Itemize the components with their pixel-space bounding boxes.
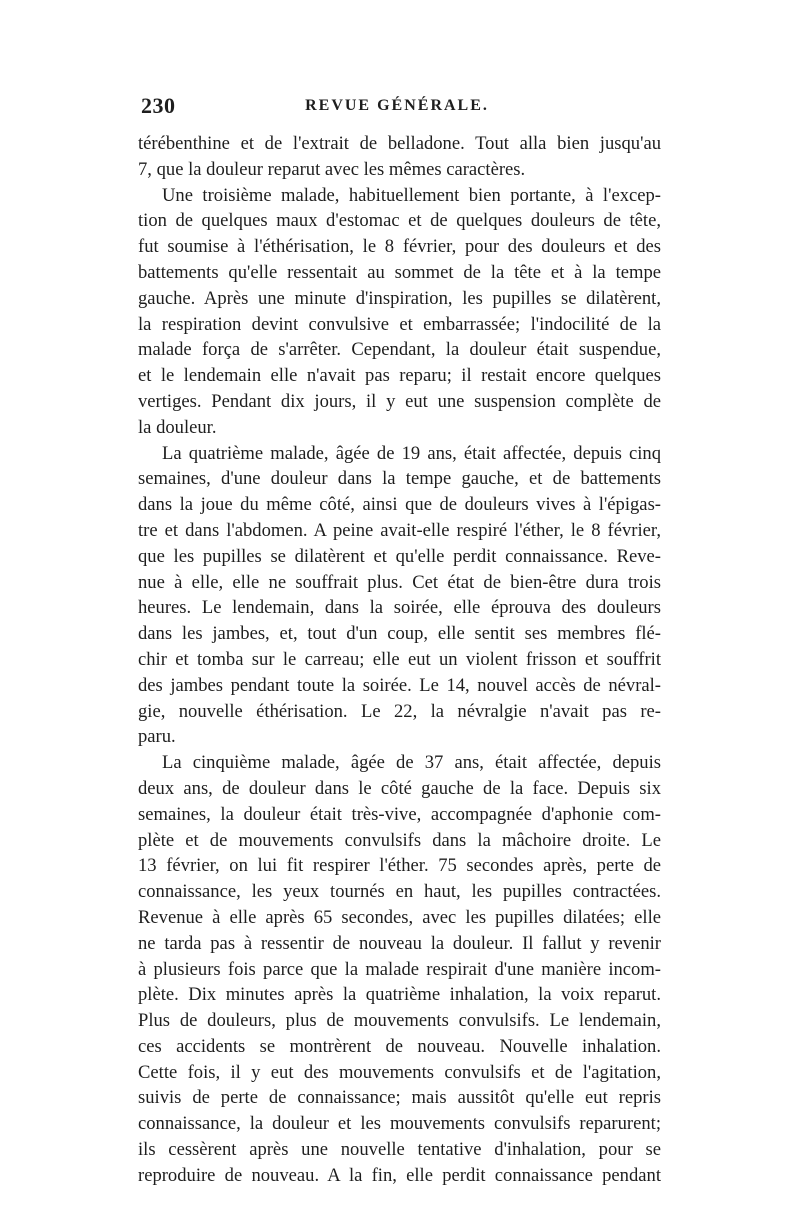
text-line: reproduire de nouveau. A la fin, elle perdit connaissance pendant <box>138 1164 661 1186</box>
text-line: chir et tomba sur le carreau; elle eut un violent frisson et souffrit <box>138 648 661 670</box>
text-line: paru. <box>138 726 176 748</box>
text-line: ces accidents se montrèrent de nouveau. Nouvelle inhalation. <box>138 1035 661 1057</box>
text-line: semaines, d'une douleur dans la tempe gauche, et de battements <box>138 468 661 490</box>
running-title: REVUE GÉNÉRALE. <box>305 97 489 114</box>
text-line: connaissance, la douleur et les mouvements convulsifs reparurent; <box>138 1113 661 1135</box>
text-line: deux ans, de douleur dans le côté gauche de la face. Depuis six <box>138 777 661 799</box>
text-line: et le lendemain elle n'avait pas reparu; il restait encore quelques <box>138 365 661 387</box>
text-line: 7, que la douleur reparut avec les mêmes caractères. <box>138 158 526 180</box>
text-line: ne tarda pas à ressentir de nouveau la douleur. Il fallut y revenir <box>138 932 661 954</box>
text-line: La quatrième malade, âgée de 19 ans, était affectée, depuis cinq <box>162 442 661 464</box>
text-line: gie, nouvelle éthérisation. Le 22, la névralgie n'avait pas re- <box>138 700 661 722</box>
text-line: Une troisième malade, habituellement bien portante, à l'excep- <box>162 184 661 206</box>
text-line: la respiration devint convulsive et embarrassée; l'indocilité de la <box>138 313 661 335</box>
text-line: que les pupilles se dilatèrent et qu'elle perdit connaissance. Reve- <box>138 545 661 567</box>
text-line: connaissance, les yeux tournés en haut, les pupilles contractées. <box>138 881 661 903</box>
text-line: tion de quelques maux d'estomac et de quelques douleurs de tête, <box>138 210 661 232</box>
text-line: dans les jambes, et, tout d'un coup, elle sentit ses membres flé- <box>138 623 661 645</box>
text-line: vertiges. Pendant dix jours, il y eut une suspension complète de <box>138 390 661 412</box>
text-line: la douleur. <box>138 416 217 438</box>
text-line: fut soumise à l'éthérisation, le 8 février, pour des douleurs et des <box>138 236 661 258</box>
text-line: plète et de mouvements convulsifs dans la mâchoire droite. Le <box>138 829 661 851</box>
text-line: térébenthine et de l'extrait de belladone. Tout alla bien jusqu'au <box>138 133 661 154</box>
text-line: tre et dans l'abdomen. A peine avait-elle respiré l'éther, le 8 février, <box>138 519 661 541</box>
text-line: malade força de s'arrêter. Cependant, la douleur était suspendue, <box>138 339 661 361</box>
text-line: nue à elle, elle ne souffrait plus. Cet état de bien-être dura trois <box>138 571 661 593</box>
text-line: La cinquième malade, âgée de 37 ans, était affectée, depuis <box>162 752 661 774</box>
page-header <box>133 93 661 123</box>
text-line: 13 février, on lui fit respirer l'éther. 75 secondes après, perte de <box>138 855 661 877</box>
text-line: suivis de perte de connaissance; mais aussitôt qu'elle eut repris <box>138 1087 661 1109</box>
text-line: Cette fois, il y eut des mouvements convulsifs et de l'agitation, <box>138 1061 661 1083</box>
text-line: ils cessèrent après une nouvelle tentative d'inhalation, pour se <box>138 1139 661 1161</box>
text-line: battements qu'elle ressentait au sommet de la tête et à la tempe <box>138 261 661 283</box>
text-line: Revenue à elle après 65 secondes, avec les pupilles dilatées; elle <box>138 906 661 928</box>
text-line: heures. Le lendemain, dans la soirée, elle éprouva des douleurs <box>138 597 661 619</box>
text-line: des jambes pendant toute la soirée. Le 14, nouvel accès de névral- <box>138 674 661 696</box>
body-text <box>138 131 661 1189</box>
text-line: à plusieurs fois parce que la malade respirait d'une manière incom- <box>138 958 661 980</box>
text-line: dans la joue du même côté, ainsi que de douleurs vives à l'épigas- <box>138 494 661 516</box>
page-number: 230 <box>141 93 176 118</box>
text-line: plète. Dix minutes après la quatrième inhalation, la voix reparut. <box>138 984 661 1006</box>
text-line: semaines, la douleur était très-vive, accompagnée d'aphonie com- <box>138 803 661 825</box>
text-line: Plus de douleurs, plus de mouvements convulsifs. Le lendemain, <box>138 1010 661 1032</box>
text-line: gauche. Après une minute d'inspiration, les pupilles se dilatèrent, <box>138 287 661 309</box>
